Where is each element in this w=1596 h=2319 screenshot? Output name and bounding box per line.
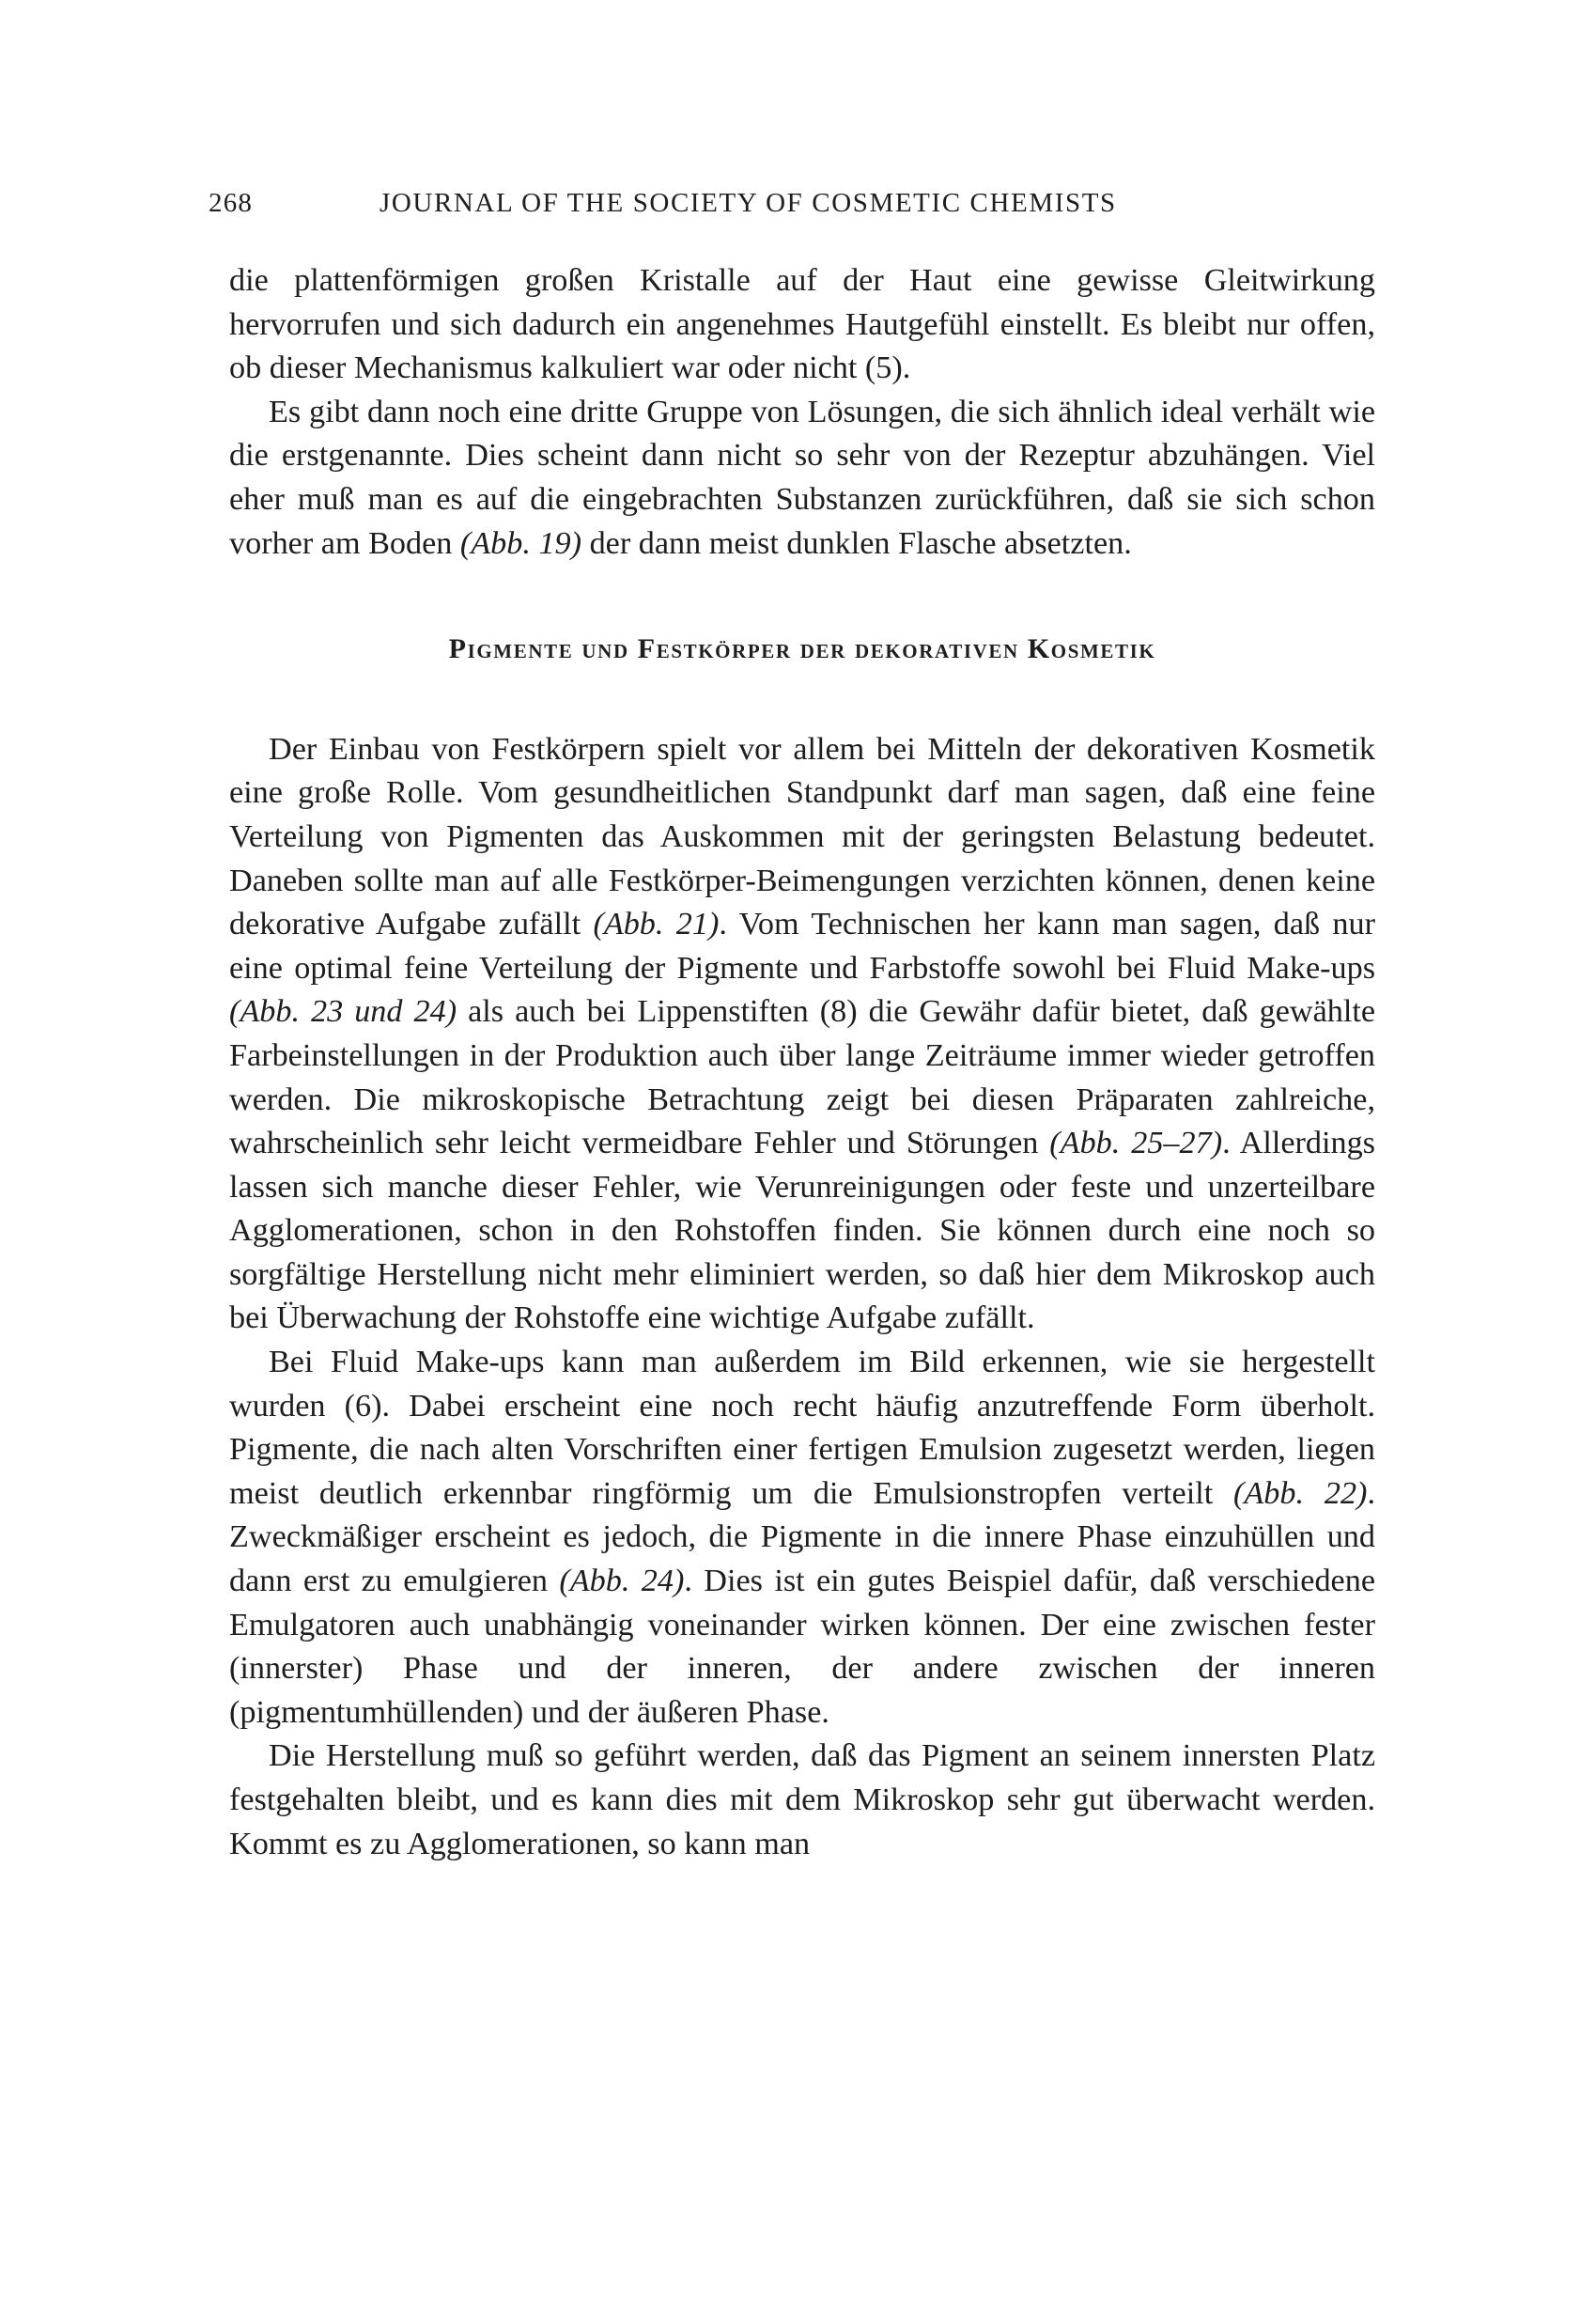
paragraph-text: als auch bei Lippenstiften (8) die Gewähr dafür bietet, daß gewählte Farbeinstellungen in der Produktion auch über lange Zeiträume immer wieder getroffen werden. Die mikroskopische Betrachtung zeigt bei diesen Präparaten zahlreiche, wahrscheinlich sehr leicht vermeidbare Fehler und Störungen [229, 994, 1376, 1161]
figure-reference: (Abb. 24) [559, 1564, 685, 1599]
paragraph-text: . Vom Technischen her kann man sagen, daß nur eine optimal feine Verteilung der Pigmente und Farbstoffe sowohl bei Fluid Make-ups [229, 907, 1376, 986]
figure-reference: (Abb. 23 und 24) [229, 994, 457, 1030]
article-body [229, 259, 1375, 1866]
figure-reference: (Abb. 19) [459, 525, 582, 561]
paragraph-5 [229, 1735, 1375, 1866]
figure-reference: (Abb. 21) [593, 907, 720, 942]
page-number: 268 [209, 188, 254, 218]
figure-reference: (Abb. 25–27) [1049, 1126, 1223, 1161]
journal-page [209, 188, 1376, 1866]
paragraph-4 [229, 1341, 1375, 1735]
paragraph-text: Der Einbau von Festkörpern spielt vor allem bei Mitteln der dekorativen Kosmetik eine große Rolle. Vom gesundheitlichen Standpunkt darf man sagen, daß eine feine Verteilung von Pigmenten das Auskommen mit der geringsten Belastung bedeutet. Daneben sollte man auf alle Festkörper-Beimengungen verzichten können, denen keine dekorative Aufgabe zufällt [229, 731, 1375, 942]
figure-reference: (Abb. 22) [1233, 1475, 1368, 1511]
paragraph-3 [229, 728, 1375, 1341]
paragraph-text: Es gibt dann noch eine dritte Gruppe von Lösungen, die sich ähnlich ideal verhält wie die erstgenannte. Dies scheint dann nicht so sehr von der Rezeptur abzuhängen. Viel eher muß man es auf die eingebrachten Substanzen zurückführen, daß sie sich schon vorher am Boden [229, 394, 1375, 561]
paragraph-2 [229, 391, 1375, 566]
section-heading-wrapper [229, 628, 1375, 672]
paragraph-text: Die Herstellung muß so geführt werden, daß das Pigment an seinem innersten Platz festgehalten bleibt, und es kann dies mit dem Mikroskop sehr gut überwacht werden. Kommt es zu Agglomerationen, so kann man [229, 1738, 1375, 1861]
paragraph-text: . Zweckmäßiger erscheint es jedoch, die Pigmente in die innere Phase einzuhüllen und dann erst zu emulgieren [229, 1475, 1375, 1599]
paragraph-text: der dann meist dunklen Flasche absetzten. [581, 525, 1132, 561]
paragraph-text: . Dies ist ein gutes Beispiel dafür, daß verschiedene Emulgatoren auch unabhängig voneinander wirken können. Der eine zwischen fester (innerster) Phase und der inneren, der andere zwischen der inneren (pigmentumhüllenden) und der äußeren Phase. [229, 1564, 1375, 1730]
paragraph-text: . Allerdings lassen sich manche dieser Fehler, wie Verunreinigungen oder feste und unzerteilbare Agglomerationen, schon in den Rohstoffen finden. Sie können durch eine noch so sorgfältige Herstellung nicht mehr eliminiert werden, so daß hier dem Mikroskop auch bei Überwachung der Rohstoffe eine wichtige Aufgabe zufällt. [229, 1126, 1375, 1336]
paragraph-text: Bei Fluid Make-ups kann man außerdem im Bild erkennen, wie sie hergestellt wurden (6). Dabei erscheint eine noch recht häufig anzutreffende Form überholt. Pigmente, die nach alten Vorschriften einer fertigen Emulsion zugesetzt werden, liegen meist deutlich erkennbar ringförmig um die Emulsionstropfen verteilt [229, 1345, 1375, 1511]
paragraph-1 [229, 259, 1375, 391]
running-head [209, 188, 1375, 233]
paragraph-text: die plattenförmigen großen Kristalle auf der Haut eine gewisse Gleitwirkung hervorrufen und sich dadurch ein angenehmes Hautgefühl einstellt. Es bleibt nur offen, ob dieser Mechanismus kalkuliert war oder nicht (5). [229, 263, 1375, 386]
section-heading: Pigmente und Festkörper der dekorativen Kosmetik [448, 633, 1156, 665]
journal-title: JOURNAL OF THE SOCIETY OF COSMETIC CHEMISTS [380, 188, 1117, 218]
